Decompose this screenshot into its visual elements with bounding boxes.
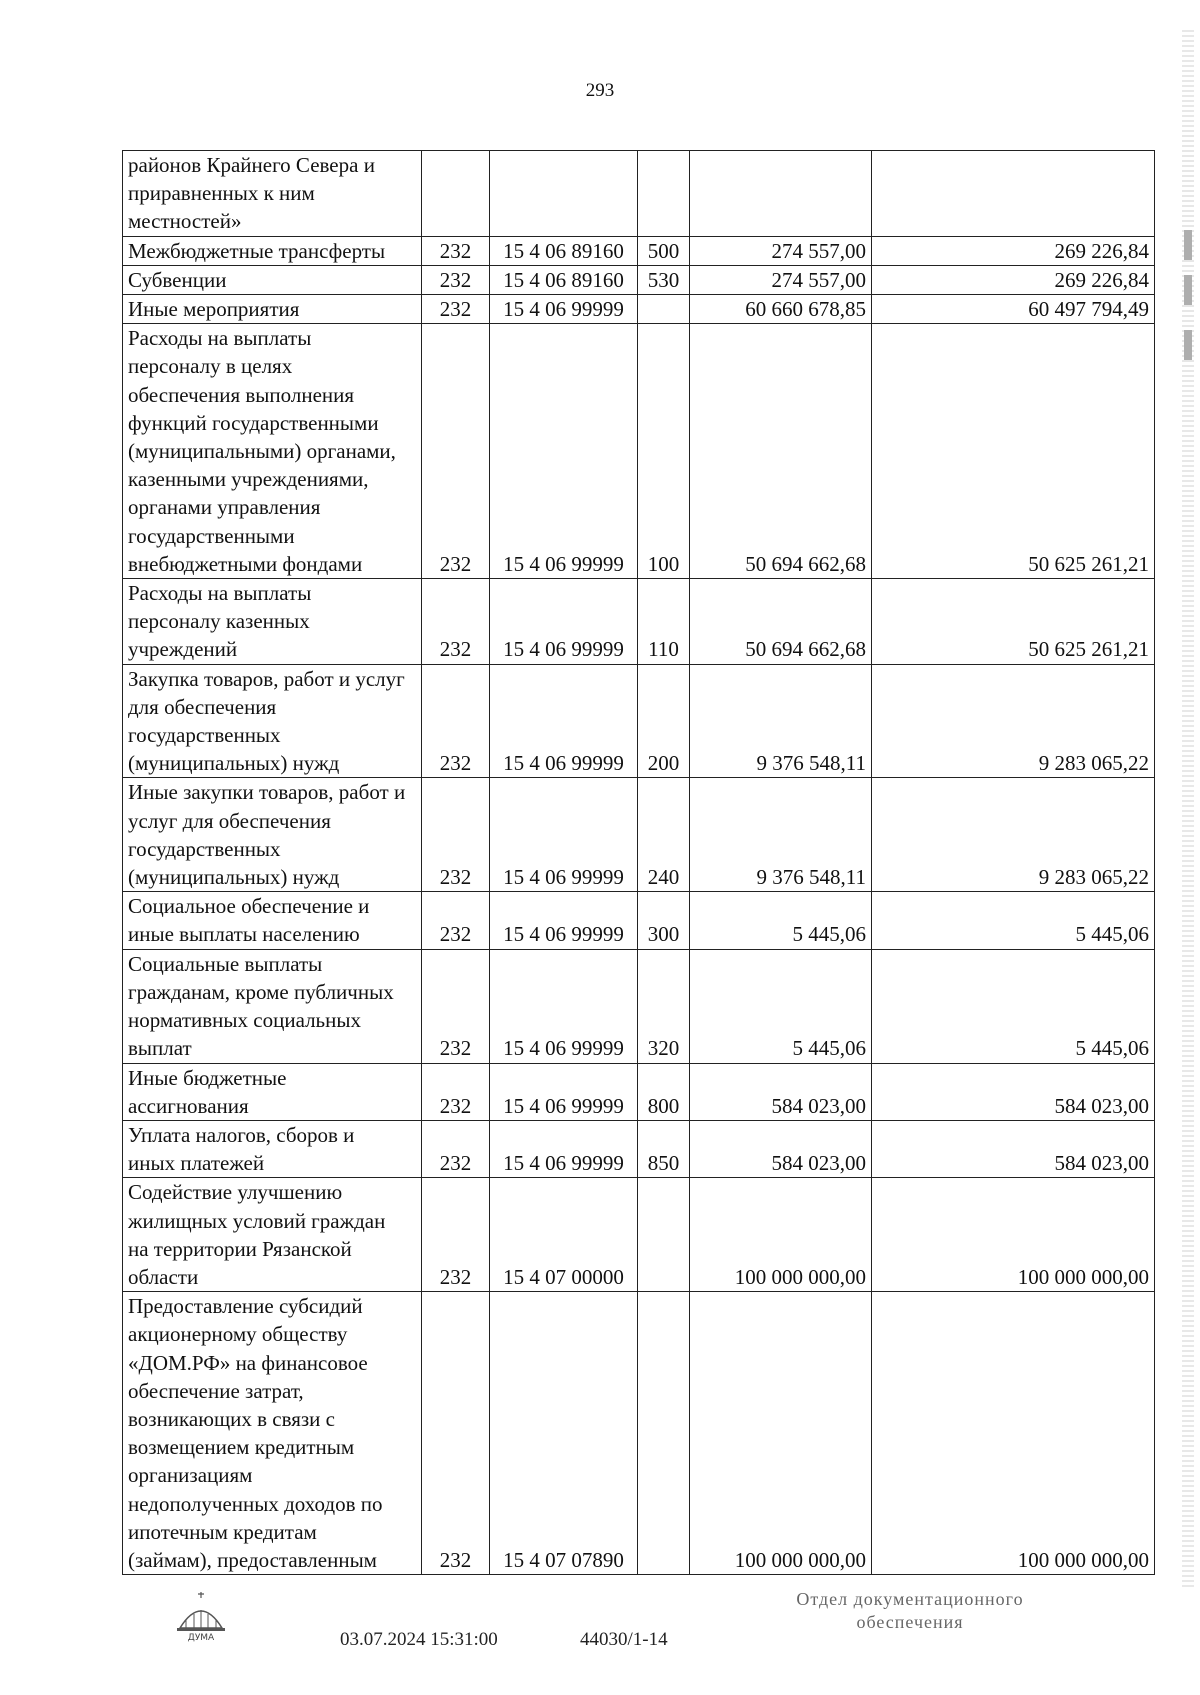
table-row <box>123 664 1155 778</box>
table-row <box>123 892 1155 949</box>
row-expense-type: 240 <box>638 778 690 892</box>
stamp-line-2: обеспечения <box>856 1612 964 1632</box>
row-target-article: 15 4 06 99999 <box>490 324 638 579</box>
row-amount-executed: 50 625 261,21 <box>872 324 1155 579</box>
row-target-article: 15 4 06 99999 <box>490 892 638 949</box>
row-amount-planned: 9 376 548,11 <box>690 664 872 778</box>
table-row <box>123 236 1155 265</box>
table-row <box>123 949 1155 1063</box>
row-grbs-code: 232 <box>422 295 490 324</box>
row-amount-planned <box>690 151 872 237</box>
table-row <box>123 324 1155 579</box>
row-expense-type <box>638 1178 690 1292</box>
row-target-article: 15 4 06 89160 <box>490 236 638 265</box>
page-number: 293 <box>585 80 615 101</box>
row-target-article: 15 4 06 99999 <box>490 1120 638 1177</box>
table-row <box>123 1063 1155 1120</box>
row-expense-type: 110 <box>638 579 690 665</box>
row-amount-planned: 50 694 662,68 <box>690 579 872 665</box>
row-amount-planned: 5 445,06 <box>690 949 872 1063</box>
row-grbs-code: 232 <box>422 579 490 665</box>
row-amount-executed: 5 445,06 <box>872 892 1155 949</box>
row-amount-executed: 269 226,84 <box>872 236 1155 265</box>
table-row <box>123 778 1155 892</box>
table-row <box>123 265 1155 294</box>
row-amount-executed: 100 000 000,00 <box>872 1292 1155 1575</box>
row-grbs-code: 232 <box>422 1178 490 1292</box>
row-target-article: 15 4 06 99999 <box>490 579 638 665</box>
row-amount-executed: 50 625 261,21 <box>872 579 1155 665</box>
scan-mark <box>1184 275 1192 305</box>
row-expense-type: 320 <box>638 949 690 1063</box>
table-row <box>123 295 1155 324</box>
row-grbs-code: 232 <box>422 1120 490 1177</box>
row-amount-executed: 584 023,00 <box>872 1063 1155 1120</box>
row-amount-planned: 100 000 000,00 <box>690 1292 872 1575</box>
row-expense-type: 200 <box>638 664 690 778</box>
row-name: Социальное обеспечение и иные выплаты населению <box>123 892 422 949</box>
row-amount-planned: 584 023,00 <box>690 1063 872 1120</box>
row-amount-planned: 60 660 678,85 <box>690 295 872 324</box>
registration-number: 44030/1-14 <box>580 1629 668 1650</box>
row-name: районов Крайнего Севера и приравненных к ним местностей» <box>123 151 422 237</box>
row-target-article: 15 4 06 89160 <box>490 265 638 294</box>
scan-edge-strip <box>1182 30 1194 1590</box>
row-expense-type: 100 <box>638 324 690 579</box>
row-target-article: 15 4 06 99999 <box>490 295 638 324</box>
row-grbs-code: 232 <box>422 664 490 778</box>
row-name: Расходы на выплаты персоналу в целях обеспечения выполнения функций государственными (муниципальными) органами, казенными учреждениями, органами управления государственными внебюджетными фондами <box>123 324 422 579</box>
scan-mark <box>1184 230 1192 260</box>
budget-table <box>122 150 1155 1575</box>
row-name: Содействие улучшению жилищных условий граждан на территории Рязанской области <box>123 1178 422 1292</box>
row-name: Предоставление субсидий акционерному обществу «ДОМ.РФ» на финансовое обеспечение затрат, возникающих в связи с возмещением кредитным организациям недополученных доходов по ипотечным кредитам (займам), предоставленным <box>123 1292 422 1575</box>
row-amount-planned: 5 445,06 <box>690 892 872 949</box>
stamp-line-1: Отдел документационного <box>796 1589 1024 1609</box>
row-amount-executed: 584 023,00 <box>872 1120 1155 1177</box>
logo-text: ДУМА <box>187 1633 215 1642</box>
department-stamp <box>760 1588 1060 1634</box>
row-grbs-code: 232 <box>422 778 490 892</box>
row-amount-executed: 100 000 000,00 <box>872 1178 1155 1292</box>
row-expense-type <box>638 1292 690 1575</box>
table-row <box>123 1292 1155 1575</box>
row-target-article: 15 4 07 00000 <box>490 1178 638 1292</box>
row-amount-executed <box>872 151 1155 237</box>
row-grbs-code: 232 <box>422 1292 490 1575</box>
row-expense-type: 800 <box>638 1063 690 1120</box>
row-amount-executed: 9 283 065,22 <box>872 664 1155 778</box>
row-amount-planned: 9 376 548,11 <box>690 778 872 892</box>
row-target-article <box>490 151 638 237</box>
row-expense-type <box>638 295 690 324</box>
table-row <box>123 1120 1155 1177</box>
row-expense-type <box>638 151 690 237</box>
row-expense-type: 300 <box>638 892 690 949</box>
row-amount-planned: 274 557,00 <box>690 236 872 265</box>
row-name: Закупка товаров, работ и услуг для обеспечения государственных (муниципальных) нужд <box>123 664 422 778</box>
scan-mark <box>1184 330 1192 360</box>
row-target-article: 15 4 06 99999 <box>490 664 638 778</box>
row-amount-executed: 5 445,06 <box>872 949 1155 1063</box>
row-target-article: 15 4 06 99999 <box>490 778 638 892</box>
budget-table-body <box>123 151 1155 1575</box>
row-grbs-code: 232 <box>422 236 490 265</box>
row-name: Межбюджетные трансферты <box>123 236 422 265</box>
row-amount-planned: 584 023,00 <box>690 1120 872 1177</box>
table-row <box>123 579 1155 665</box>
row-amount-planned: 100 000 000,00 <box>690 1178 872 1292</box>
row-name: Субвенции <box>123 265 422 294</box>
row-amount-executed: 60 497 794,49 <box>872 295 1155 324</box>
row-grbs-code <box>422 151 490 237</box>
row-target-article: 15 4 06 99999 <box>490 949 638 1063</box>
table-row <box>123 151 1155 237</box>
row-name: Уплата налогов, сборов и иных платежей <box>123 1120 422 1177</box>
row-name: Иные бюджетные ассигнования <box>123 1063 422 1120</box>
row-amount-executed: 9 283 065,22 <box>872 778 1155 892</box>
row-grbs-code: 232 <box>422 892 490 949</box>
row-expense-type: 530 <box>638 265 690 294</box>
row-target-article: 15 4 06 99999 <box>490 1063 638 1120</box>
row-amount-planned: 50 694 662,68 <box>690 324 872 579</box>
row-grbs-code: 232 <box>422 265 490 294</box>
table-row <box>123 1178 1155 1292</box>
row-grbs-code: 232 <box>422 1063 490 1120</box>
row-expense-type: 500 <box>638 236 690 265</box>
row-amount-planned: 274 557,00 <box>690 265 872 294</box>
row-name: Иные мероприятия <box>123 295 422 324</box>
row-amount-executed: 269 226,84 <box>872 265 1155 294</box>
row-grbs-code: 232 <box>422 949 490 1063</box>
row-name: Социальные выплаты гражданам, кроме публичных нормативных социальных выплат <box>123 949 422 1063</box>
row-grbs-code: 232 <box>422 324 490 579</box>
row-name: Иные закупки товаров, работ и услуг для обеспечения государственных (муниципальных) нужд <box>123 778 422 892</box>
row-target-article: 15 4 07 07890 <box>490 1292 638 1575</box>
row-name: Расходы на выплаты персоналу казенных учреждений <box>123 579 422 665</box>
registration-date: 03.07.2024 15:31:00 <box>340 1629 498 1650</box>
duma-logo-icon <box>172 1590 230 1642</box>
row-expense-type: 850 <box>638 1120 690 1177</box>
